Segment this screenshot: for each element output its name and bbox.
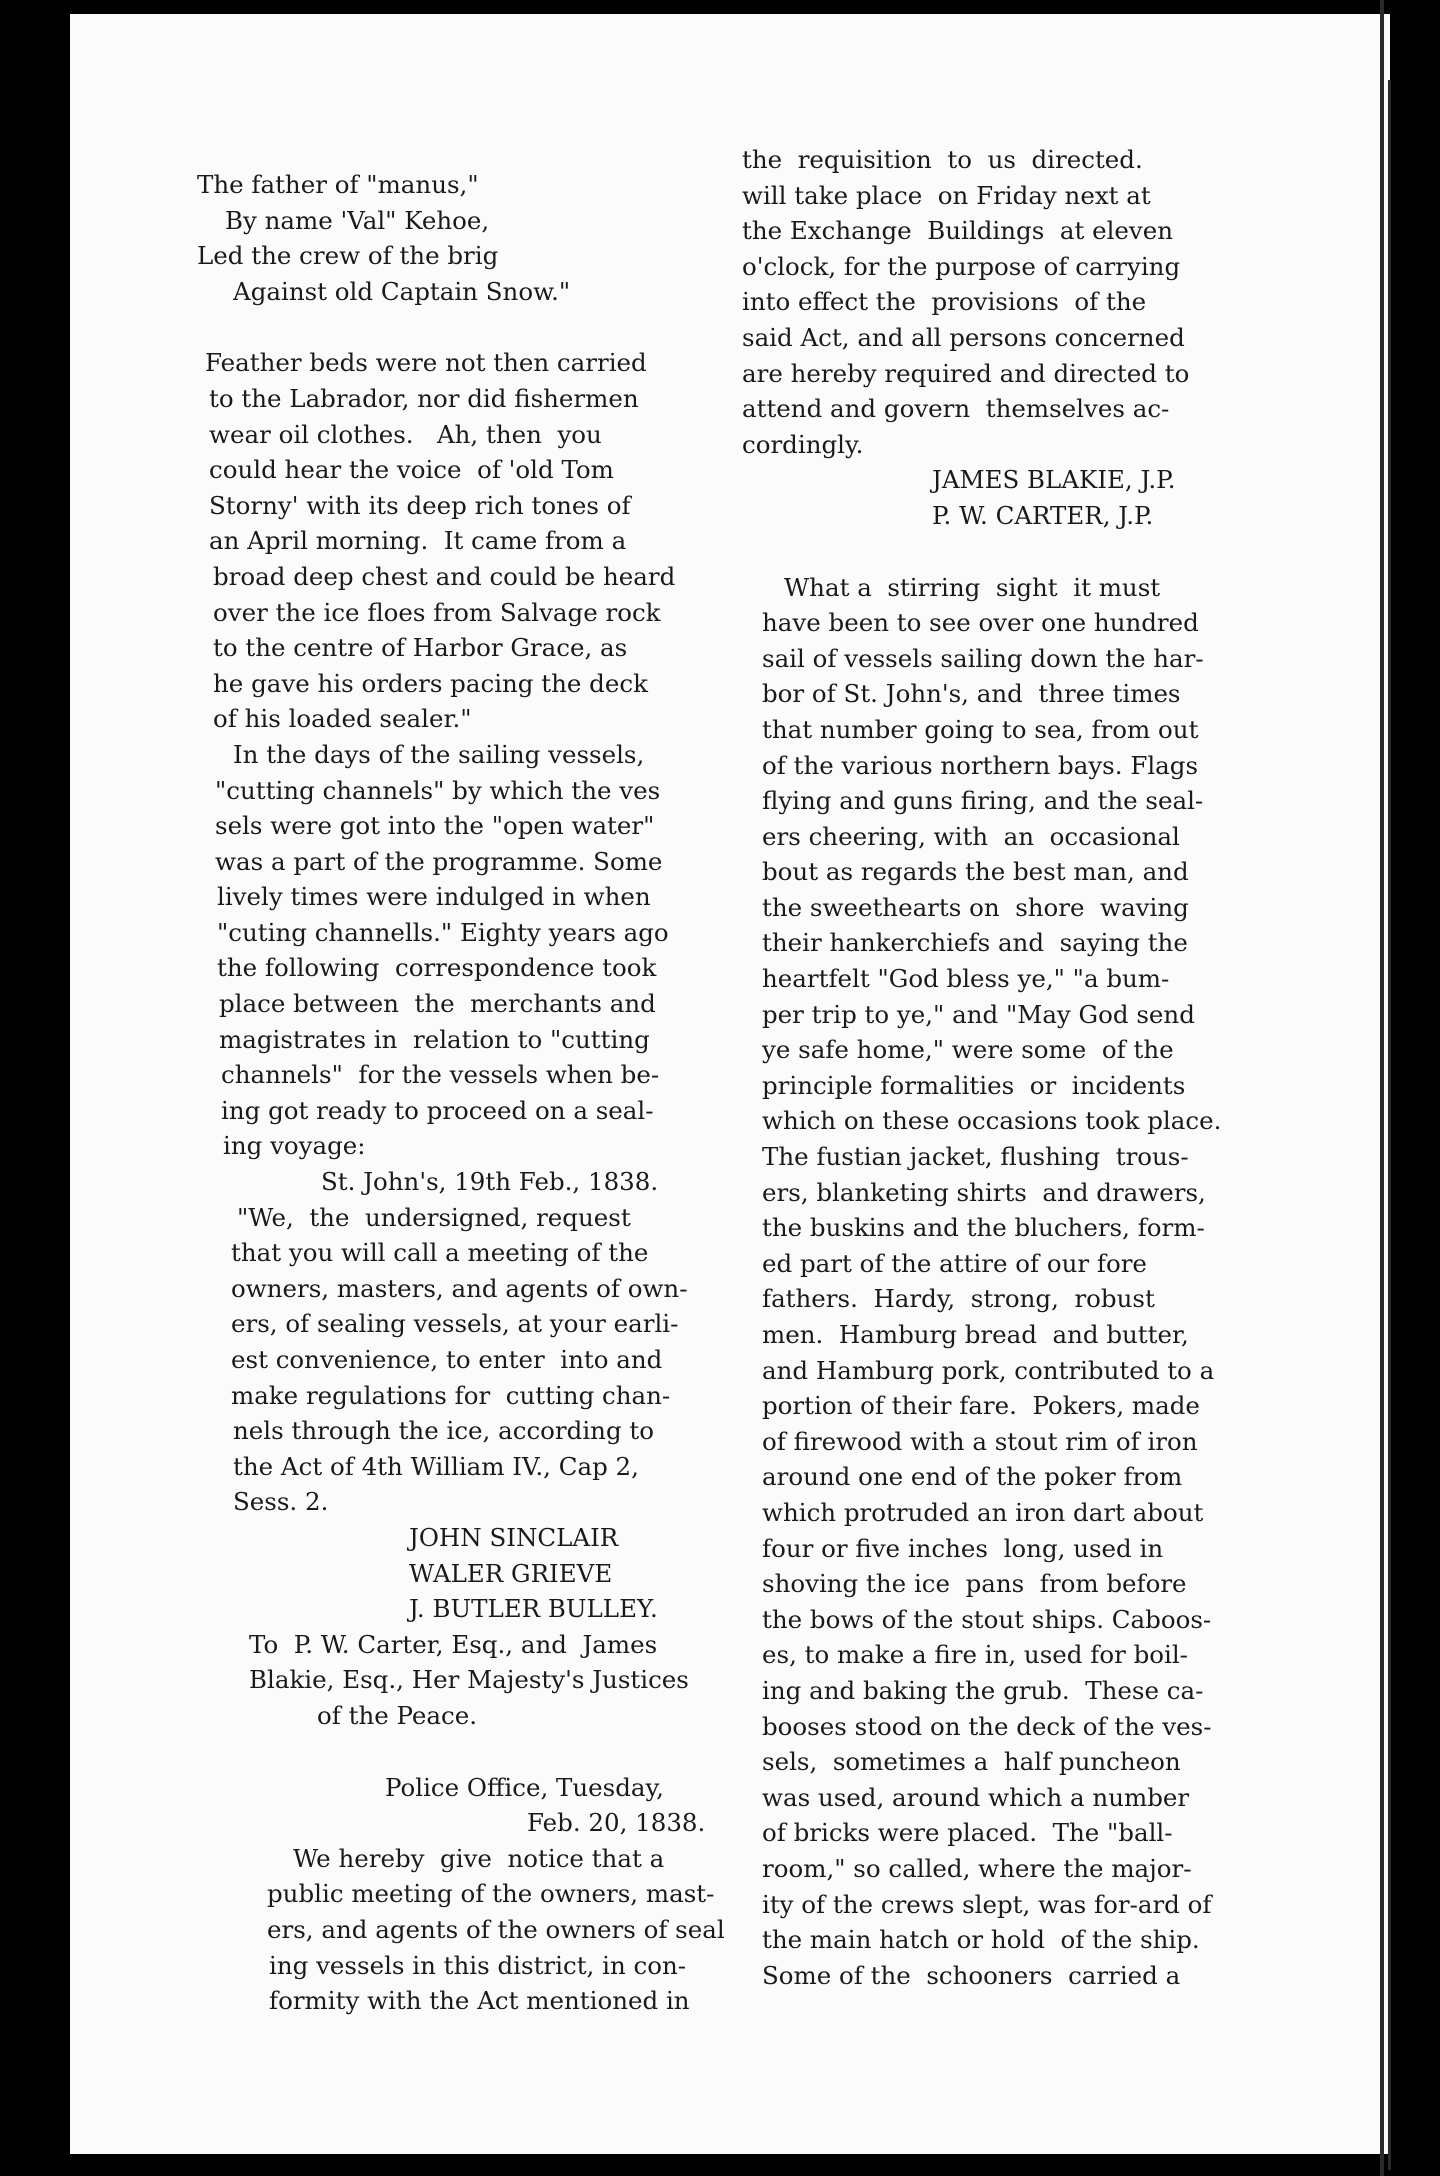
text-line: JAMES BLAKIE, J.P. — [932, 465, 1176, 495]
text-line: the following correspondence took — [217, 953, 657, 983]
text-line: Feather beds were not then carried — [205, 348, 647, 378]
text-line: Storny' with its deep rich tones of — [209, 490, 631, 520]
text-line: the main hatch or hold of the ship. — [762, 1925, 1200, 1955]
text-line: of the Peace. — [317, 1700, 478, 1730]
text-line: In the days of the sailing vessels, — [233, 739, 645, 769]
text-line: To P. W. Carter, Esq., and James — [249, 1629, 658, 1659]
text-line — [197, 1734, 757, 1770]
text-line: "cutting channels" by which the ves — [215, 775, 661, 805]
text-line: an April morning. It came from a — [209, 526, 627, 556]
text-line: St. John's, 19th Feb., 1838. — [321, 1167, 659, 1197]
text-line: are hereby required and directed to — [742, 358, 1190, 388]
text-line: bor of St. John's, and three times — [762, 679, 1181, 709]
text-line: sail of vessels sailing down the har- — [762, 643, 1204, 673]
text-line: sels were got into the "open water" — [215, 811, 655, 841]
text-line: of bricks were placed. The "ball- — [762, 1818, 1173, 1848]
text-line: could hear the voice of 'old Tom — [209, 455, 614, 485]
text-line: was a part of the programme. Some — [215, 846, 663, 876]
text-line: By name 'Val" Kehoe, — [225, 205, 490, 235]
text-line: over the ice floes from Salvage rock — [213, 597, 661, 627]
text-line: the sweethearts on shore waving — [762, 892, 1189, 922]
text-line: that number going to sea, from out — [762, 714, 1199, 744]
text-line: Blakie, Esq., Her Majesty's Justices — [249, 1665, 689, 1695]
text-line: formity with the Act mentioned in — [269, 1986, 690, 2016]
text-line: Police Office, Tuesday, — [385, 1772, 664, 1802]
text-line: the bows of the stout ships. Caboos- — [762, 1604, 1212, 1634]
text-line: that you will call a meeting of the — [231, 1238, 649, 1268]
text-line: to the Labrador, nor did fishermen — [209, 383, 639, 413]
text-line: J. BUTLER BULLEY. — [409, 1594, 658, 1624]
text-line: Led the crew of the brig — [197, 241, 499, 271]
text-line: ers, blanketing shirts and drawers, — [762, 1177, 1206, 1207]
text-line: "We, the undersigned, request — [237, 1202, 631, 1232]
text-line: of firewood with a stout rim of iron — [762, 1426, 1198, 1456]
text-line: four or five inches long, used in — [762, 1533, 1164, 1563]
text-line: to the centre of Harbor Grace, as — [213, 633, 628, 663]
text-line: the buskins and the bluchers, form- — [762, 1213, 1205, 1243]
text-line: flying and guns firing, and the seal- — [762, 786, 1204, 816]
text-line: and Hamburg pork, contributed to a — [762, 1355, 1215, 1385]
text-line: portion of their fare. Pokers, made — [762, 1391, 1200, 1421]
text-line: booses stood on the deck of the ves- — [762, 1711, 1212, 1741]
text-line: est convenience, to enter into and — [231, 1345, 663, 1374]
text-line: ing got ready to proceed on a seal- — [221, 1095, 654, 1125]
text-line: make regulations for cutting chan- — [231, 1380, 671, 1410]
text-line: into effect the provisions of the — [742, 287, 1147, 317]
right-text-column — [742, 142, 1322, 1993]
text-line: Sess. 2. — [233, 1487, 329, 1517]
text-line: the Exchange Buildings at eleven — [742, 216, 1174, 246]
text-line: JOHN SINCLAIR — [409, 1522, 619, 1552]
text-line: was used, around which a number — [762, 1782, 1190, 1812]
text-line: wear oil clothes. Ah, then you — [209, 419, 602, 449]
text-line: o'clock, for the purpose of carrying — [742, 251, 1181, 281]
text-line: attend and govern themselves ac- — [742, 394, 1170, 424]
text-line: Some of the schooners carried a — [762, 1960, 1181, 1990]
text-line: per trip to ye," and "May God send — [762, 999, 1195, 1029]
text-line: said Act, and all persons concerned — [742, 322, 1185, 352]
text-line: room," so called, where the major- — [762, 1853, 1192, 1883]
text-line: have been to see over one hundred — [762, 608, 1199, 638]
text-line: Against old Captain Snow." — [233, 276, 571, 306]
text-line — [197, 309, 757, 345]
text-line: ye safe home," were some of the — [762, 1035, 1174, 1065]
text-line — [742, 534, 1322, 570]
text-line: their hankerchiefs and saying the — [762, 928, 1188, 958]
text-line: Feb. 20, 1838. — [527, 1808, 706, 1838]
text-line: WALER GRIEVE — [409, 1558, 613, 1588]
text-line: shoving the ice pans from before — [762, 1569, 1187, 1599]
text-line: cordingly. — [742, 429, 864, 459]
page-edge-shadow — [1380, 0, 1384, 2176]
text-line: bout as regards the best man, and — [762, 857, 1189, 887]
text-line: lively times were indulged in when — [217, 882, 651, 912]
text-line: The fustian jacket, flushing trous- — [762, 1142, 1189, 1172]
text-line: men. Hamburg bread and butter, — [762, 1320, 1189, 1349]
text-line: nels through the ice, according to — [233, 1416, 655, 1446]
text-line: of the various northern bays. Flags — [762, 750, 1199, 780]
text-line: around one end of the poker from — [762, 1462, 1183, 1492]
text-line: The father of "manus," — [197, 170, 479, 199]
text-line: the Act of 4th William IV., Cap 2, — [233, 1451, 639, 1481]
text-line: ing and baking the grub. These ca- — [762, 1675, 1204, 1705]
text-line: ers cheering, with an occasional — [762, 821, 1180, 851]
text-line: channels" for the vessels when be- — [221, 1060, 660, 1090]
text-line: place between the merchants and — [219, 989, 656, 1019]
text-line: ing vessels in this district, in con- — [269, 1950, 687, 1980]
scanned-page — [70, 14, 1390, 2154]
text-line: ity of the crews slept, was for-ard of — [762, 1889, 1212, 1919]
text-line: We hereby give notice that a — [293, 1843, 665, 1873]
page-edge-shadow-2 — [1388, 80, 1391, 2170]
text-line: he gave his orders pacing the deck — [213, 668, 648, 698]
text-line: fathers. Hardy, strong, robust — [762, 1284, 1155, 1314]
text-line: will take place on Friday next at — [742, 180, 1151, 210]
text-line: ing voyage: — [223, 1131, 366, 1161]
text-line: owners, masters, and agents of own- — [231, 1273, 688, 1303]
text-line: ers, of sealing vessels, at your earli- — [231, 1309, 679, 1339]
text-line: which protruded an iron dart about — [762, 1497, 1204, 1527]
text-line: of his loaded sealer." — [213, 704, 472, 734]
text-line: ers, and agents of the owners of seal — [267, 1914, 725, 1944]
text-line: principle formalities or incidents — [762, 1070, 1186, 1100]
text-line: ed part of the attire of our fore — [762, 1248, 1147, 1278]
text-line: broad deep chest and could be heard — [213, 561, 676, 591]
text-line: public meeting of the owners, mast- — [267, 1879, 715, 1909]
text-line: "cuting channells." Eighty years ago — [217, 917, 669, 947]
text-line: What a stirring sight it must — [784, 572, 1161, 602]
text-line: sels, sometimes a half puncheon — [762, 1747, 1181, 1777]
text-line: es, to make a fire in, used for boil- — [762, 1640, 1188, 1670]
text-line: magistrates in relation to "cutting — [219, 1024, 650, 1054]
text-line: P. W. CARTER, J.P. — [932, 500, 1154, 530]
text-line: which on these occasions took place. — [762, 1106, 1222, 1136]
text-line: the requisition to us directed. — [742, 145, 1143, 174]
text-line: heartfelt "God bless ye," "a bum- — [762, 964, 1170, 994]
left-text-column — [197, 167, 757, 2019]
